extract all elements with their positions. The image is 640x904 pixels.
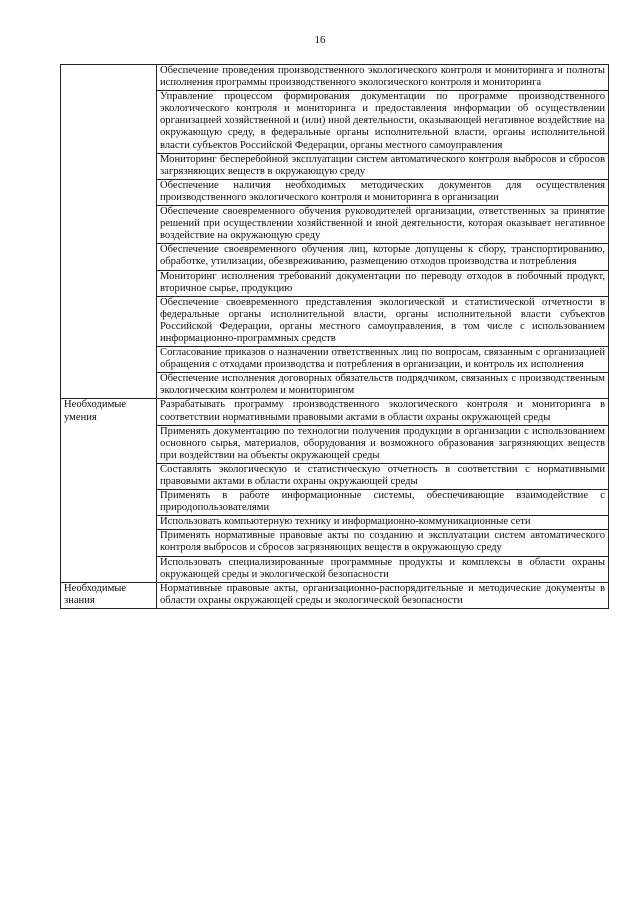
- row-text: Составлять экологическую и статистическую отчетность в соответствии с нормативными правовыми актами в области охраны окружающей среды: [157, 463, 609, 489]
- page-number: 16: [314, 34, 326, 46]
- table-row: [61, 65, 609, 91]
- row-text: Обеспечение своевременного обучения лиц, которые допущены к сбору, транспортированию, обработке, утилизации, обезвреживанию, размещению отходов производства и потребления: [157, 244, 609, 270]
- row-text: Применять документацию по технологии получения продукции в организации с использованием основного сырья, материалов, оборудования и возможного образования загрязняющих веществ при воздействии на объекты окружающей среды: [157, 425, 609, 463]
- row-text: Мониторинг исполнения требований документации по переводу отходов в побочный продукт, вторичное сырье, продукцию: [157, 270, 609, 296]
- section-label-skills: Необходимые умения: [61, 399, 157, 582]
- table-row: [61, 582, 609, 608]
- row-text: Обеспечение проведения производственного экологического контроля и мониторинга и полноты исполнения программы производственного экологического контроля и мониторинга: [157, 65, 609, 91]
- row-text: Управление процессом формирования документации по программе производственного экологического контроля и мониторинга и предоставления информации об осуществлении организацией хозяйственной и (или) иной деятельности, оказывающей негативное воздействие на окружающую среду, в федеральные органы исполнительной власти, органы исполнительной власти субъектов Российской Федерации, органы местного самоуправления: [157, 91, 609, 153]
- competency-table: [60, 64, 609, 609]
- row-text: Обеспечение своевременного обучения руководителей организации, ответственных за принятие решений при осуществлении хозяйственной и иной деятельности, которая оказывает негативное воздействие на окружающую среду: [157, 206, 609, 244]
- section-label-knowledge: Необходимые знания: [61, 582, 157, 608]
- row-text: Использовать специализированные программные продукты и комплексы в области охраны окружающей среды и экологической безопасности: [157, 556, 609, 582]
- row-text: Разрабатывать программу производственного экологического контроля и мониторинга в соответствии нормативными правовыми актами в области охраны окружающей среды: [157, 399, 609, 425]
- row-text: Мониторинг бесперебойной эксплуатации систем автоматического контроля выбросов и сбросов загрязняющих веществ в окружающую среду: [157, 153, 609, 179]
- table-row: [61, 399, 609, 425]
- row-label: [61, 65, 157, 399]
- row-text: Использовать компьютерную технику и информационно-коммуникационные сети: [157, 516, 609, 530]
- row-text: Обеспечение наличия необходимых методических документов для осуществления производственного экологического контроля и мониторинга в организации: [157, 179, 609, 205]
- row-text: Согласование приказов о назначении ответственных лиц по вопросам, связанным с организацией обращения с отходами производства и потребления в организации, и контроль их исполнения: [157, 347, 609, 373]
- row-text: Нормативные правовые акты, организационно-распорядительные и методические документы в области охраны окружающей среды и экологической безопасности: [157, 582, 609, 608]
- row-text: Применять в работе информационные системы, обеспечивающие взаимодействие с природопользователями: [157, 490, 609, 516]
- row-text: Обеспечение своевременного представления экологической и статистической отчетности в федеральные органы исполнительной власти, органы исполнительной власти субъектов Российской Федерации, органы местного самоуправления, в том числе с использованием информационно-программных средств: [157, 296, 609, 346]
- row-text: Обеспечение исполнения договорных обязательств подрядчиком, связанных с производственным экологическим контролем и мониторингом: [157, 373, 609, 399]
- row-text: Применять нормативные правовые акты по созданию и эксплуатации систем автоматического контроля выбросов и сбросов загрязняющих веществ в окружающую среду: [157, 530, 609, 556]
